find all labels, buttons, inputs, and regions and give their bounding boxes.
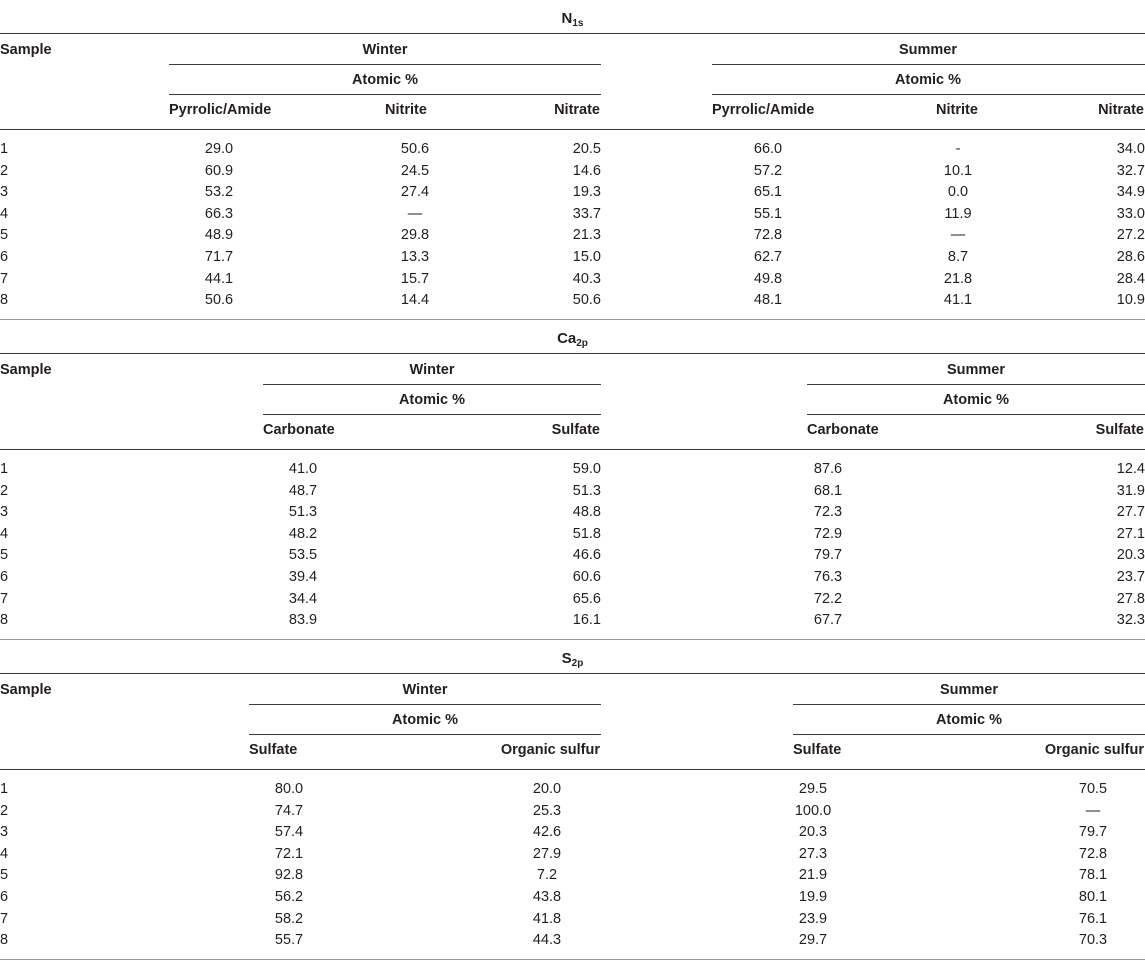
sample-cell: 1 (0, 781, 9, 797)
summer-unit-rule (807, 414, 1145, 415)
title-sub: 1s (572, 18, 584, 29)
winter-value-cell: 60.9 (204, 162, 234, 179)
winter-value-cell: 7.2 (536, 867, 558, 884)
summer-value-cell: 72.8 (753, 227, 783, 244)
summer-value-cell: 32.3 (1116, 612, 1145, 629)
winter-value-cell: 66.3 (204, 205, 234, 222)
winter-value-cell: 42.6 (532, 824, 562, 841)
summer-value-cell: 55.1 (753, 205, 783, 222)
summer-value-cell: 70.5 (1078, 781, 1108, 797)
summer-rule (793, 704, 1145, 705)
col-header: Nitrate (554, 102, 600, 118)
winter-rule (169, 64, 601, 65)
group-winter: Winter (409, 362, 455, 378)
body-ca2p (0, 450, 1145, 640)
winter-value-cell: 48.9 (204, 227, 234, 244)
winter-value-cell: 40.3 (572, 270, 601, 287)
sample-cell: 1 (0, 461, 9, 477)
winter-value-cell: 14.4 (400, 292, 430, 309)
winter-value-cell: 55.7 (274, 932, 304, 949)
winter-unit-rule (169, 94, 601, 95)
sample-cell: 8 (0, 292, 9, 309)
summer-value-cell: 27.1 (1116, 525, 1145, 542)
summer-value-cell: 72.8 (1078, 845, 1108, 862)
winter-value-cell: 51.3 (572, 482, 601, 499)
sample-cell: 2 (0, 802, 9, 819)
summer-rule (807, 384, 1145, 385)
summer-value-cell: 12.4 (1116, 461, 1145, 477)
summer-value-cell: 27.8 (1116, 590, 1145, 607)
header-ca2p (0, 354, 1145, 450)
summer-value-cell: 34.9 (1116, 184, 1145, 201)
summer-value-cell: 100.0 (794, 802, 832, 819)
winter-value-cell: 83.9 (288, 612, 318, 629)
group-summer: Summer (939, 682, 999, 698)
summer-value-cell: 29.7 (798, 932, 828, 949)
group-winter: Winter (362, 42, 408, 58)
col-header: Carbonate (263, 422, 335, 438)
summer-value-cell: 72.9 (813, 525, 843, 542)
sample-cell: 3 (0, 184, 9, 201)
table-row (0, 139, 1145, 161)
sample-cell: 5 (0, 867, 9, 884)
title-main: N (561, 10, 573, 27)
summer-value-cell: 34.0 (1116, 141, 1145, 157)
table-row (0, 909, 1145, 931)
table-row (0, 589, 1145, 611)
summer-value-cell: 76.1 (1078, 910, 1108, 927)
winter-value-cell: 14.6 (572, 162, 601, 179)
table-row (0, 545, 1145, 567)
winter-value-cell: 59.0 (572, 461, 601, 477)
sample-cell: 4 (0, 205, 9, 222)
winter-unit: Atomic % (351, 72, 419, 88)
winter-value-cell: 71.7 (204, 249, 234, 265)
summer-value-cell: 8.7 (947, 249, 969, 265)
table-row (0, 887, 1145, 909)
sample-cell: 7 (0, 590, 9, 607)
col-header: Pyrrolic/Amide (169, 102, 272, 118)
winter-value-cell: 20.0 (532, 781, 562, 797)
table-row (0, 844, 1145, 866)
winter-value-cell: 29.8 (400, 227, 430, 244)
winter-value-cell: 25.3 (532, 802, 562, 819)
winter-rule (249, 704, 601, 705)
sample-cell: 6 (0, 249, 9, 265)
title-main: S (561, 650, 572, 667)
table-row (0, 182, 1145, 204)
summer-value-cell: 27.7 (1116, 504, 1145, 521)
summer-value-cell: 66.0 (753, 141, 783, 157)
summer-value-cell: 29.5 (798, 781, 828, 797)
sample-cell: 7 (0, 270, 9, 287)
summer-value-cell: 80.1 (1078, 889, 1108, 905)
summer-rule (712, 64, 1145, 65)
winter-value-cell: 51.8 (572, 525, 601, 542)
summer-value-cell: — (1085, 802, 1101, 819)
table-row (0, 779, 1145, 801)
summer-value-cell: 23.9 (798, 910, 828, 927)
winter-unit-rule (249, 734, 601, 735)
table-row (0, 204, 1145, 226)
table-row (0, 822, 1145, 844)
summer-value-cell: 79.7 (1078, 824, 1108, 841)
sample-cell: 7 (0, 910, 9, 927)
summer-value-cell: 19.9 (798, 889, 828, 905)
winter-value-cell: 56.2 (274, 889, 304, 905)
title-sub: 2p (576, 338, 588, 349)
sample-cell: 4 (0, 525, 9, 542)
sample-cell: 8 (0, 932, 9, 949)
winter-value-cell: 20.5 (572, 141, 601, 157)
winter-value-cell: 74.7 (274, 802, 304, 819)
winter-value-cell: 24.5 (400, 162, 430, 179)
summer-value-cell: 72.2 (813, 590, 843, 607)
group-winter: Winter (402, 682, 448, 698)
summer-value-cell: 68.1 (813, 482, 843, 499)
summer-value-cell: 41.1 (943, 292, 973, 309)
header-n1s (0, 34, 1145, 130)
winter-value-cell: 44.3 (532, 932, 562, 949)
summer-value-cell: 10.1 (943, 162, 973, 179)
group-summer: Summer (946, 362, 1006, 378)
section-n1s (0, 0, 1145, 320)
summer-value-cell: - (955, 141, 961, 157)
section-title-n1s (0, 0, 1145, 34)
table-row (0, 502, 1145, 524)
winter-value-cell: 92.8 (274, 867, 304, 884)
sample-cell: 4 (0, 845, 9, 862)
winter-value-cell: — (407, 205, 423, 222)
summer-value-cell: 28.6 (1116, 249, 1145, 265)
summer-value-cell: 49.8 (753, 270, 783, 287)
winter-value-cell: 65.6 (572, 590, 601, 607)
col-header: Nitrate (1098, 102, 1144, 118)
summer-value-cell: 10.9 (1116, 292, 1145, 309)
sample-cell: 2 (0, 162, 9, 179)
winter-value-cell: 46.6 (572, 547, 601, 564)
sample-cell: 6 (0, 889, 9, 905)
col-header: Sulfate (1095, 422, 1144, 438)
summer-value-cell: 79.7 (813, 547, 843, 564)
sample-cell: 8 (0, 612, 9, 629)
table-row (0, 161, 1145, 183)
table-row (0, 290, 1145, 312)
summer-value-cell: 72.3 (813, 504, 843, 521)
winter-value-cell: 29.0 (204, 141, 234, 157)
sample-cell: 3 (0, 504, 9, 521)
table-row (0, 865, 1145, 887)
winter-unit: Atomic % (398, 392, 466, 408)
table-row (0, 247, 1145, 269)
summer-value-cell: 31.9 (1116, 482, 1145, 499)
sample-cell: 3 (0, 824, 9, 841)
summer-value-cell: 20.3 (798, 824, 828, 841)
winter-rule (263, 384, 601, 385)
summer-value-cell: 62.7 (753, 249, 783, 265)
winter-value-cell: 13.3 (400, 249, 430, 265)
summer-value-cell: 32.7 (1116, 162, 1145, 179)
winter-value-cell: 43.8 (532, 889, 562, 905)
col-header: Nitrite (385, 102, 427, 118)
summer-value-cell: 0.0 (947, 184, 969, 201)
table-row (0, 269, 1145, 291)
section-title-ca2p (0, 320, 1145, 354)
section-ca2p (0, 320, 1145, 640)
summer-value-cell: 65.1 (753, 184, 783, 201)
sample-header: Sample (0, 42, 52, 58)
winter-value-cell: 41.8 (532, 910, 562, 927)
table-row (0, 610, 1145, 632)
summer-value-cell: 78.1 (1078, 867, 1108, 884)
summer-value-cell: 27.3 (798, 845, 828, 862)
summer-value-cell: 23.7 (1116, 569, 1145, 585)
winter-value-cell: 58.2 (274, 910, 304, 927)
section-title-s2p (0, 640, 1145, 674)
sample-cell: 5 (0, 547, 9, 564)
winter-unit: Atomic % (391, 712, 459, 728)
sample-header: Sample (0, 362, 52, 378)
section-s2p (0, 640, 1145, 960)
summer-unit-rule (712, 94, 1145, 95)
summer-value-cell: 76.3 (813, 569, 843, 585)
winter-value-cell: 51.3 (288, 504, 318, 521)
winter-value-cell: 19.3 (572, 184, 601, 201)
table-row (0, 524, 1145, 546)
winter-value-cell: 57.4 (274, 824, 304, 841)
winter-value-cell: 48.7 (288, 482, 318, 499)
table-row (0, 801, 1145, 823)
summer-value-cell: 67.7 (813, 612, 843, 629)
group-summer: Summer (898, 42, 958, 58)
table-row (0, 481, 1145, 503)
winter-value-cell: 21.3 (572, 227, 601, 244)
winter-value-cell: 60.6 (572, 569, 601, 585)
summer-value-cell: 21.8 (943, 270, 973, 287)
winter-value-cell: 39.4 (288, 569, 318, 585)
summer-value-cell: 28.4 (1116, 270, 1145, 287)
summer-value-cell: 21.9 (798, 867, 828, 884)
col-header: Organic sulfur (500, 742, 600, 758)
winter-value-cell: 80.0 (274, 781, 304, 797)
summer-value-cell: — (950, 227, 966, 244)
winter-value-cell: 15.7 (400, 270, 430, 287)
winter-value-cell: 15.0 (572, 249, 601, 265)
title-main: Ca (557, 330, 577, 347)
sample-cell: 6 (0, 569, 9, 585)
winter-value-cell: 34.4 (288, 590, 318, 607)
winter-unit-rule (263, 414, 601, 415)
sample-header: Sample (0, 682, 52, 698)
summer-value-cell: 33.0 (1116, 205, 1145, 222)
header-s2p (0, 674, 1145, 770)
winter-value-cell: 53.5 (288, 547, 318, 564)
winter-value-cell: 72.1 (274, 845, 304, 862)
summer-unit: Atomic % (894, 72, 962, 88)
winter-value-cell: 53.2 (204, 184, 234, 201)
winter-value-cell: 27.4 (400, 184, 430, 201)
sample-cell: 1 (0, 141, 9, 157)
summer-value-cell: 27.2 (1116, 227, 1145, 244)
winter-value-cell: 16.1 (572, 612, 601, 629)
summer-value-cell: 11.9 (944, 205, 972, 222)
winter-value-cell: 50.6 (204, 292, 234, 309)
summer-value-cell: 70.3 (1078, 932, 1108, 949)
table-row (0, 930, 1145, 952)
table-row (0, 225, 1145, 247)
title-sub: 2p (571, 658, 584, 669)
winter-value-cell: 50.6 (400, 141, 430, 157)
col-header: Sulfate (793, 742, 842, 758)
body-n1s (0, 130, 1145, 320)
summer-unit: Atomic % (935, 712, 1003, 728)
summer-unit: Atomic % (942, 392, 1010, 408)
col-header: Organic sulfur (1044, 742, 1144, 758)
summer-value-cell: 57.2 (753, 162, 783, 179)
body-s2p (0, 770, 1145, 960)
col-header: Sulfate (249, 742, 298, 758)
col-header: Carbonate (807, 422, 879, 438)
col-header: Nitrite (936, 102, 978, 118)
summer-value-cell: 48.1 (753, 292, 783, 309)
summer-value-cell: 20.3 (1116, 547, 1145, 564)
winter-value-cell: 33.7 (572, 205, 601, 222)
table-row (0, 459, 1145, 481)
winter-value-cell: 48.8 (572, 504, 601, 521)
col-header: Pyrrolic/Amide (712, 102, 815, 118)
winter-value-cell: 41.0 (288, 461, 318, 477)
sample-cell: 5 (0, 227, 9, 244)
winter-value-cell: 44.1 (204, 270, 234, 287)
summer-value-cell: 87.6 (813, 461, 843, 477)
sample-cell: 2 (0, 482, 9, 499)
table-row (0, 567, 1145, 589)
winter-value-cell: 50.6 (572, 292, 601, 309)
winter-value-cell: 27.9 (532, 845, 562, 862)
col-header: Sulfate (551, 422, 600, 438)
summer-unit-rule (793, 734, 1145, 735)
winter-value-cell: 48.2 (288, 525, 318, 542)
